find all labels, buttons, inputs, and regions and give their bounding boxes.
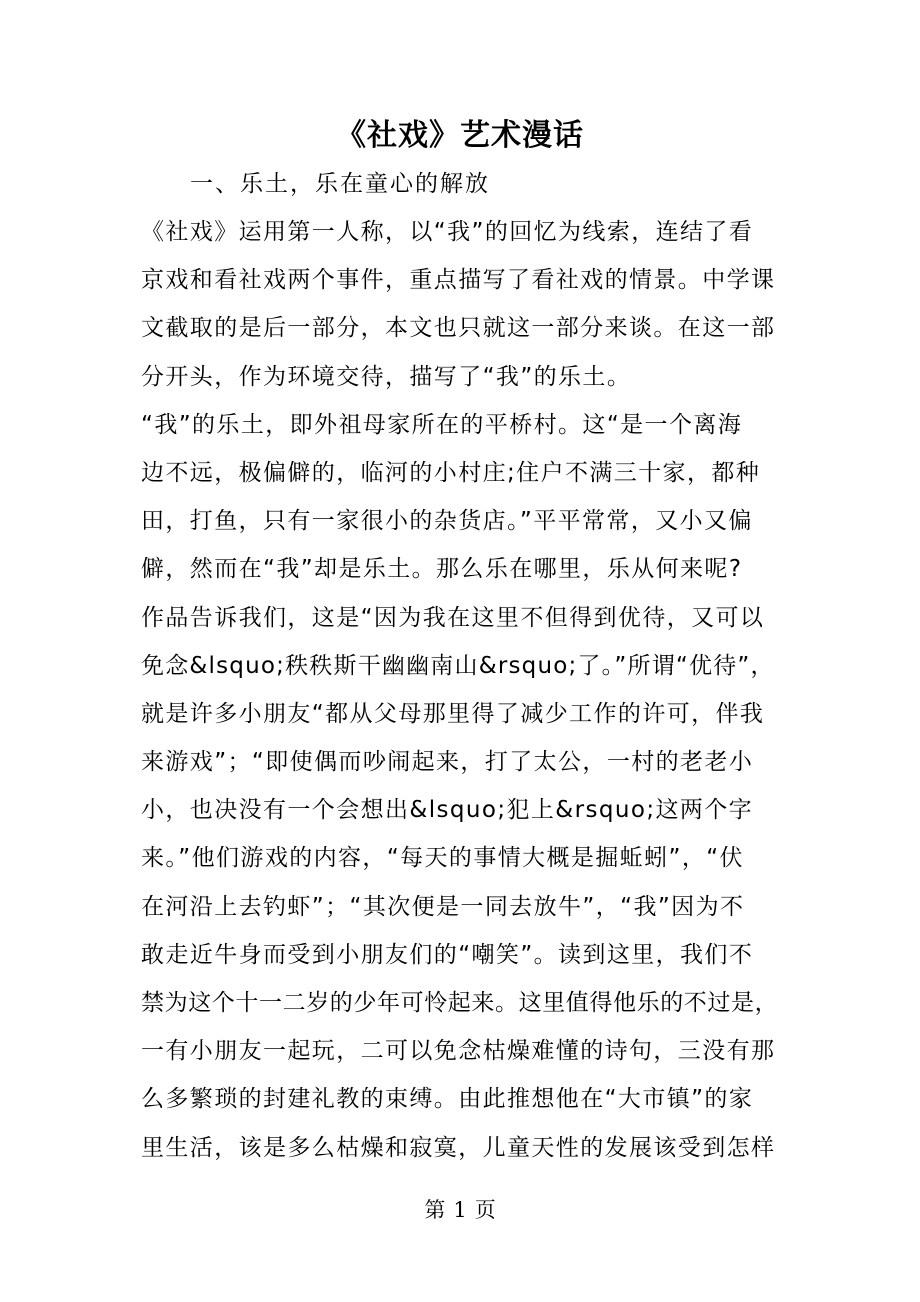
page-label-prefix: 第 (424, 1198, 446, 1222)
text-line: 京戏和看社戏两个事件，重点描写了看社戏的情景。中学课 (141, 267, 776, 294)
page-label-suffix: 页 (474, 1198, 496, 1222)
text-line: 里生活，该是多么枯燥和寂寞，儿童天性的发展该受到怎样 (141, 1134, 776, 1161)
text-line: 《社戏》运用第一人称，以“我”的回忆为线索，连结了看 (141, 219, 754, 245)
text-line: 田，打鱼，只有一家很小的杂货店。”平平常常，又小又偏 (141, 508, 753, 535)
text-line: 么多繁琐的封建礼教的束缚。由此推想他在“大市镇”的家 (141, 1086, 754, 1113)
text-line: 文截取的是后一部分，本文也只就这一部分来谈。在这一部 (141, 315, 776, 342)
text-line: 免念&lsquo;秩秩斯干幽幽南山&rsquo;了。”所谓“优待”， (141, 652, 775, 679)
text-line: 小，也决没有一个会想出&lsquo;犯上&rsquo;这两个字 (141, 797, 754, 824)
text-line: 来。”他们游戏的内容，“每天的事情大概是掘蚯蚓”，“伏 (141, 845, 744, 872)
text-line: 边不远，极偏僻的，临河的小村庄;住户不满三十家，都种 (141, 459, 761, 486)
text-line: 在河沿上去钓虾”；“其次便是一同去放牛”，“我”因为不 (141, 893, 745, 920)
text-line: “我”的乐土，即外祖母家所在的平桥村。这“是一个离海 (141, 411, 743, 438)
section-heading: 一、乐土，乐在童心的解放 (190, 171, 490, 197)
page-number: 1 (453, 1198, 467, 1222)
text-line: 一有小朋友一起玩，二可以免念枯燥难懂的诗句，三没有那 (141, 1038, 776, 1065)
text-line: 禁为这个十一二岁的少年可怜起来。这里值得他乐的不过是， (141, 990, 779, 1016)
text-line: 僻，然而在“我”却是乐土。那么乐在哪里，乐从何来呢? (141, 556, 743, 583)
page-footer (0, 1192, 920, 1228)
body-text (141, 208, 781, 1172)
text-line: 作品告诉我们，这是“因为我在这里不但得到优待，又可以 (141, 604, 765, 631)
text-line: 敢走近牛身而受到小朋友们的“嘲笑”。读到这里，我们不 (141, 941, 754, 968)
document-title: 《社戏》艺术漫话 (336, 118, 584, 153)
text-line: 就是许多小朋友“都从父母那里得了减少工作的许可，伴我 (141, 700, 765, 727)
text-line: 来游戏”；“即使偶而吵闹起来，打了太公，一村的老老小 (141, 749, 754, 776)
text-line: 分开头，作为环境交待，描写了“我”的乐土。 (141, 363, 632, 390)
